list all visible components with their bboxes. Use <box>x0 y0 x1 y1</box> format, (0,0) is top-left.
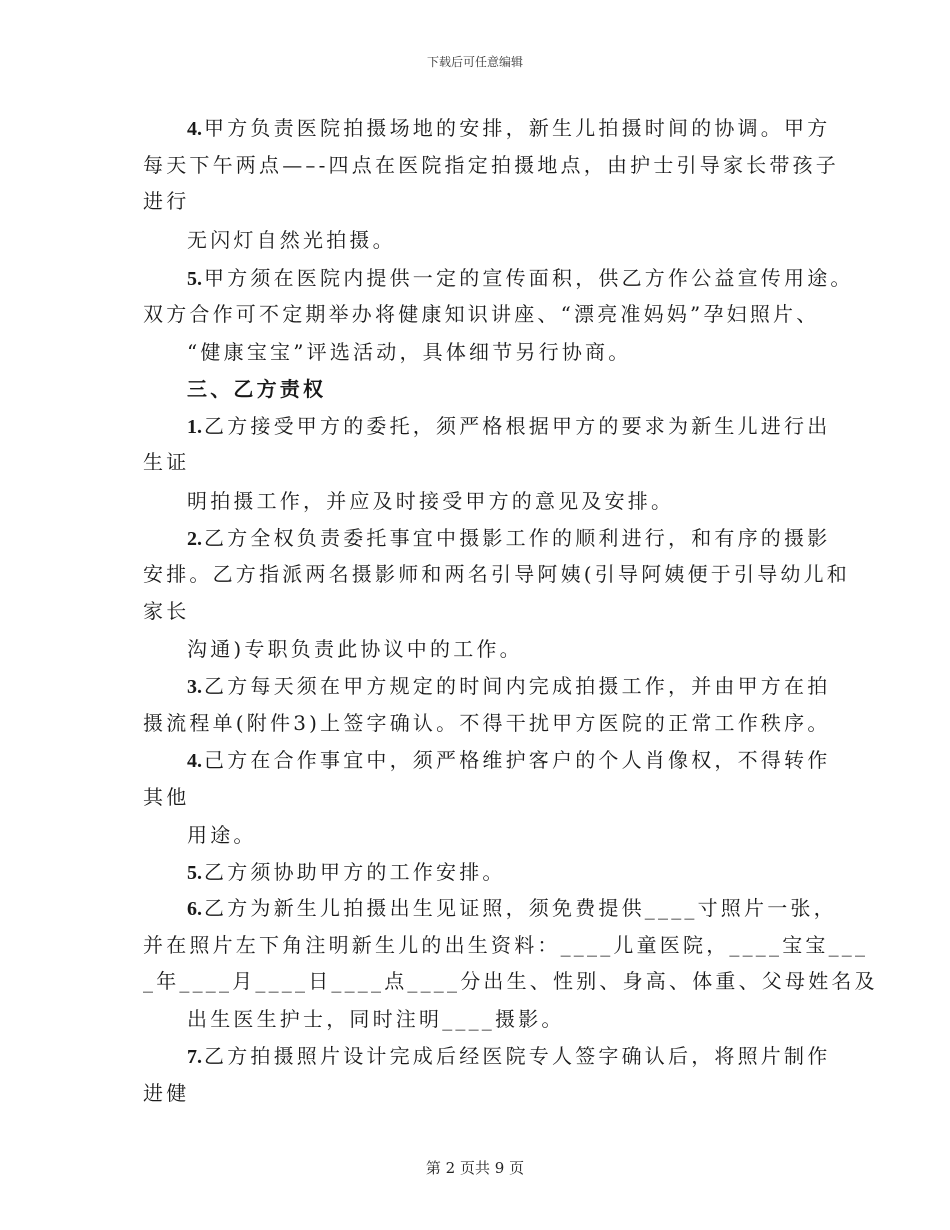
page-header: 下载后可任意编辑 <box>426 55 523 69</box>
item-number: 2. <box>187 528 202 550</box>
paragraph-line: 3. 乙方每天须在甲方规定的时间内完成拍摄工作，并由甲方在拍 <box>187 674 831 698</box>
paragraph-line: 1. 乙方接受甲方的委托，须严格根据甲方的要求为新生儿进行出 <box>187 414 831 438</box>
item-number: 5. <box>187 268 202 290</box>
item-number: 4. <box>187 118 202 140</box>
paragraph-line: 摄流程单(附件3)上签字确认。不得干扰甲方医院的正常工作秩序。 <box>143 711 831 735</box>
paragraph-line: 出生医生护士，同时注明____摄影。 <box>187 1007 565 1031</box>
paragraph-line: 进健 <box>143 1081 190 1105</box>
item-number: 1. <box>187 416 202 438</box>
paragraph-line: 每天下午两点—–-四点在医院指定拍摄地点，由护士引导家长带孩子 <box>143 153 839 177</box>
page-footer: 第 2 页共 9 页 <box>425 1159 525 1177</box>
item-number: 6. <box>187 898 202 920</box>
paragraph-line: 并在照片左下角注明新生儿的出生资料：____儿童医院，____宝宝___ <box>143 933 869 957</box>
paragraph-line: 6. 乙方为新生儿拍摄出生见证照，须免费提供____寸照片一张， <box>187 896 837 920</box>
paragraph-line: 5. 乙方须协助甲方的工作安排。 <box>187 860 506 884</box>
section-heading: 三、乙方责权 <box>187 377 327 401</box>
paragraph-line: 2. 乙方全权负责委托事宜中摄影工作的顺利进行，和有序的摄影 <box>187 526 831 550</box>
paragraph-line: 安排。乙方指派两名摄影师和两名引导阿姨(引导阿姨便于引导幼儿和 <box>143 562 851 586</box>
paragraph-line: 沟通)专职负责此协议中的工作。 <box>187 637 523 661</box>
paragraph-line: 无闪灯自然光拍摄。 <box>187 228 396 252</box>
paragraph-line: 4. 己方在合作事宜中，须严格维护客户的个人肖像权，不得转作 <box>187 748 831 772</box>
paragraph-line: 进行 <box>143 189 190 213</box>
paragraph-line: 5. 甲方须在医院内提供一定的宣传面积，供乙方作公益宣传用途。 <box>187 266 854 290</box>
item-number: 3. <box>187 676 202 698</box>
item-number: 5. <box>187 862 202 884</box>
item-number: 4. <box>187 750 202 772</box>
paragraph-line: 用途。 <box>187 823 257 847</box>
paragraph-line: “健康宝宝”评选活动，具体细节另行协商。 <box>187 340 632 364</box>
paragraph-line: 明拍摄工作，并应及时接受甲方的意见及安排。 <box>187 489 675 513</box>
paragraph-line: _年____月____日____点____分出生、性别、身高、体重、父母姓名及 <box>143 969 878 993</box>
item-number: 7. <box>187 1046 202 1068</box>
paragraph-line: 家长 <box>143 599 190 623</box>
paragraph-line: 其他 <box>143 785 190 809</box>
paragraph-line: 7. 乙方拍摄照片设计完成后经医院专人签字确认后，将照片制作 <box>187 1044 831 1068</box>
paragraph-line: 生证 <box>143 450 190 474</box>
paragraph-line: 双方合作可不定期举办将健康知识讲座、“漂亮准妈妈”孕妇照片、 <box>143 302 820 326</box>
paragraph-line: 4. 甲方负责医院拍摄场地的安排，新生儿拍摄时间的协调。甲方 <box>187 116 831 140</box>
